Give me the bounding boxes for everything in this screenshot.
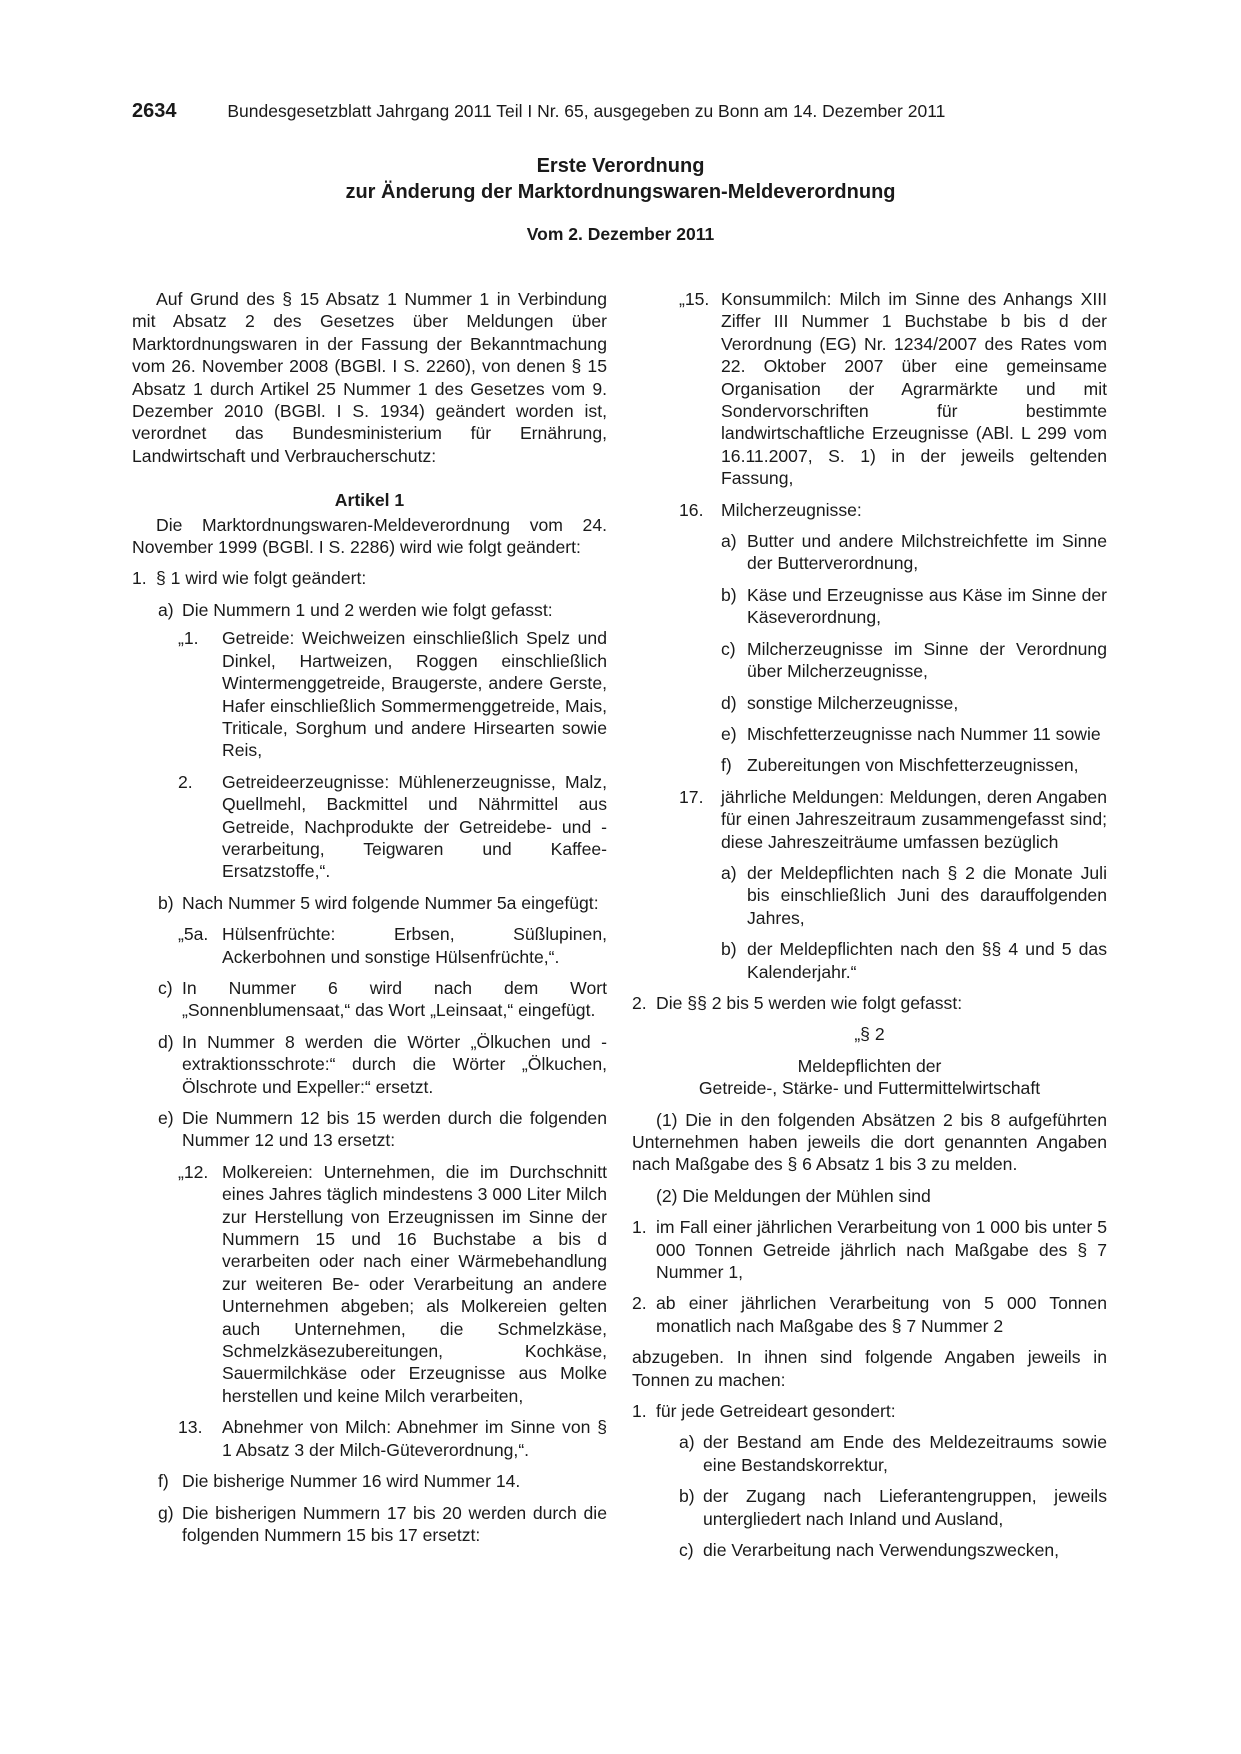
list-item — [132, 627, 607, 761]
article-intro: Die Marktordnungswaren-Meldeverordnung vom 24. November 1999 (BGBl. I S. 2286) wird wie folgt geändert: — [132, 514, 607, 558]
item-number: „12. — [178, 1161, 209, 1182]
item-text: die Verarbeitung nach Verwendungszwecken, — [703, 1540, 1060, 1561]
running-header — [132, 100, 1112, 123]
item-text: Milcherzeugnisse: — [721, 499, 862, 520]
item-letter: f) — [158, 1471, 169, 1492]
list-item — [132, 1161, 607, 1407]
item-text: Die Nummern 12 bis 15 werden durch die folgenden Nummer 12 und 13 ersetzt: — [182, 1108, 607, 1151]
list-item — [632, 288, 1107, 490]
item-letter: b) — [721, 584, 737, 605]
item-letter: g) — [158, 1502, 174, 1523]
list-item — [632, 1216, 1107, 1283]
list-item — [632, 992, 1107, 1014]
list-item — [632, 938, 1107, 983]
page-number: 2634 — [132, 100, 177, 122]
list-item — [132, 1107, 607, 1152]
right-column — [632, 288, 1107, 1562]
item-letter: c) — [158, 977, 173, 998]
preamble: Auf Grund des § 15 Absatz 1 Nummer 1 in Verbindung mit Absatz 2 des Gesetzes über Meldungen über Marktordnungswaren in der Fassung der Bekanntmachung vom 26. November 2008 (BGBl. I S. 2260), von denen § 15 Absatz 1 durch Artikel 25 Nummer 1 des Gesetzes vom 9. Dezember 2010 (BGBl. I S. 1934) geändert worden ist, verordnet das Bundesministerium für Ernährung, Landwirtschaft und Verbraucherschutz: — [132, 289, 607, 466]
list-item — [632, 530, 1107, 575]
left-column — [132, 288, 607, 1546]
item-letter: a) — [679, 1432, 695, 1453]
item-text: Käse und Erzeugnisse aus Käse im Sinne der Käseverordnung, — [747, 584, 1107, 628]
item-number: 2. — [632, 1293, 647, 1314]
item-letter: e) — [158, 1108, 174, 1128]
list-item — [632, 499, 1107, 521]
item-text: sonstige Milcherzeugnisse, — [747, 692, 959, 713]
list-item — [632, 862, 1107, 929]
item-text: Die Nummern 1 und 2 werden wie folgt gefasst: — [182, 599, 553, 620]
document-title — [0, 153, 1241, 205]
item-text: Konsummilch: Milch im Sinne des Anhangs XIII Ziffer III Nummer 1 Buchstabe b bis d der Verordnung (EG) Nr. 1234/2007 des Rates vom 22. Oktober 2007 über eine gemeinsame Organisation der Agrarmärkte und mit Sondervorschriften für bestimmte landwirtschaftliche Erzeugnisse (ABl. L 299 vom 16.11.2007, S. 1) in der jeweils geltenden Fassung, — [721, 289, 1107, 489]
item-number: „15. — [679, 289, 710, 309]
item-text: Die bisherigen Nummern 17 bis 20 werden durch die folgenden Nummern 15 bis 17 ersetzt: — [182, 1502, 607, 1545]
item-letter: b) — [158, 892, 174, 913]
item-letter: a) — [721, 531, 737, 552]
item-number: 2. — [178, 771, 193, 792]
item-letter: d) — [721, 692, 737, 713]
paragraph-sign: „§ 2 — [854, 1024, 885, 1045]
list-item — [132, 771, 607, 883]
item-text: In Nummer 8 werden die Wörter „Ölkuchen und -extraktionsschrote:“ durch die Wörter „Ölkuchen, Ölschrote und Expeller:“ ersetzt. — [182, 1031, 607, 1097]
list-item — [632, 1292, 1107, 1337]
item-text: Getreide: Weichweizen einschließlich Spelz und Dinkel, Hartweizen, Roggen einschließlich Wintermenggetreide, Braugerste, andere Gerste, Hafer einschließlich Sommermenggetreide, Mais, Triticale, Sorghum und andere Hirsearten sowie Reis, — [222, 628, 607, 761]
item-number: „5a. — [178, 924, 209, 945]
item-number: 1. — [132, 568, 147, 589]
item-letter: f) — [721, 755, 732, 776]
item-letter: c) — [679, 1540, 694, 1561]
item-number: 16. — [679, 499, 704, 520]
item-text: Zubereitungen von Mischfetterzeugnissen, — [747, 755, 1079, 776]
list-item — [632, 692, 1107, 714]
item-letter: c) — [721, 638, 736, 659]
list-item — [132, 1031, 607, 1098]
list-item — [632, 1431, 1107, 1476]
list-item — [132, 923, 607, 968]
list-item — [132, 1502, 607, 1547]
item-text: Getreideerzeugnisse: Mühlenerzeugnisse, Malz, Quellmehl, Backmittel und Nährmittel aus Getreide, Nachprodukte der Getreidebe- und -verarbeitung, Teigwaren und Kaffee-Ersatzstoffe,“. — [222, 771, 607, 882]
item-text: Butter und andere Milchstreichfette im Sinne der Butterverordnung, — [747, 531, 1107, 574]
list-item — [132, 1470, 607, 1492]
item-text: der Bestand am Ende des Meldezeitraums sowie eine Bestandskorrektur, — [703, 1432, 1107, 1475]
title-line-1: Erste Verordnung — [536, 155, 705, 177]
list-item — [132, 1416, 607, 1461]
document-date: Vom 2. Dezember 2011 — [526, 224, 715, 244]
item-letter: d) — [158, 1031, 174, 1052]
item-text: Abnehmer von Milch: Abnehmer im Sinne von § 1 Absatz 3 der Milch-Güteverordnung,“. — [222, 1417, 607, 1460]
item-text: ab einer jährlichen Verarbeitung von 5 000 Tonnen monatlich nach Maßgabe des § 7 Nummer 2 — [656, 1293, 1107, 1336]
list-item — [632, 754, 1107, 776]
item-letter: a) — [721, 862, 737, 883]
item-text: Die bisherige Nummer 16 wird Nummer 14. — [182, 1471, 521, 1492]
item-letter: e) — [721, 723, 737, 744]
absatz-2: (2) Die Meldungen der Mühlen sind — [656, 1185, 931, 1206]
item-letter: b) — [721, 939, 737, 960]
article-heading: Artikel 1 — [334, 490, 405, 511]
list-item — [632, 723, 1107, 745]
list-item — [632, 1539, 1107, 1561]
item-text: der Zugang nach Lieferantengruppen, jeweils untergliedert nach Inland und Ausland, — [703, 1486, 1107, 1529]
item-number: 13. — [178, 1417, 203, 1438]
item-text: Nach Nummer 5 wird folgende Nummer 5a eingefügt: — [182, 892, 599, 913]
title-line-2: zur Änderung der Marktordnungswaren-Meldeverordnung — [345, 181, 896, 203]
item-text: für jede Getreideart gesondert: — [656, 1401, 896, 1422]
item-number: „1. — [178, 628, 199, 649]
list-item — [632, 786, 1107, 853]
list-item — [632, 1485, 1107, 1530]
abzugeben-text: abzugeben. In ihnen sind folgende Angaben jeweils in Tonnen zu machen: — [632, 1347, 1107, 1390]
item-text: im Fall einer jährlichen Verarbeitung von 1 000 bis unter 5 000 Tonnen Getreide jährlich nach Maßgabe des § 7 Nummer 1, — [656, 1217, 1107, 1283]
item-text: der Meldepflichten nach § 2 die Monate Juli bis einschließlich Juni des darauffolgenden Jahres, — [747, 862, 1107, 928]
item-text: Milcherzeugnisse im Sinne der Verordnung über Milcherzeugnisse, — [747, 638, 1107, 682]
item-text: der Meldepflichten nach den §§ 4 und 5 das Kalenderjahr.“ — [747, 939, 1107, 982]
item-text: In Nummer 6 wird nach dem Wort „Sonnenblumensaat,“ das Wort „Leinsaat,“ eingefügt. — [182, 977, 607, 1021]
item-text: jährliche Meldungen: Meldungen, deren Angaben für einen Jahreszeitraum zusammengefasst sind; diese Jahreszeiträume umfassen bezüglich — [721, 786, 1107, 852]
item-text: § 1 wird wie folgt geändert: — [156, 568, 367, 589]
item-text: Mischfetterzeugnisse nach Nummer 11 sowie — [747, 723, 1101, 744]
item-number: 2. — [632, 992, 647, 1013]
list-item — [632, 584, 1107, 629]
absatz-1: (1) Die in den folgenden Absätzen 2 bis 8 aufgeführten Unternehmen haben jeweils die dort genannten Angaben nach Maßgabe des § 6 Absatz 1 bis 3 zu melden. — [632, 1109, 1107, 1175]
item-number: 1. — [632, 1217, 647, 1238]
item-text: Hülsenfrüchte: Erbsen, Süßlupinen, Ackerbohnen und sonstige Hülsenfrüchte,“. — [222, 924, 607, 967]
item-letter: a) — [158, 599, 174, 620]
paragraph-title-line-2: Getreide-, Stärke- und Futtermittelwirtschaft — [698, 1078, 1041, 1099]
list-item — [632, 1400, 1107, 1422]
list-item — [132, 977, 607, 1022]
list-item — [132, 567, 607, 589]
list-item — [632, 638, 1107, 683]
item-text: Molkereien: Unternehmen, die im Durchschnitt eines Jahres täglich mindestens 3 000 Liter Milch zur Herstellung von Erzeugnissen im Sinne der Nummern 15 und 16 Buchstabe a bis d verarbeiten oder nach einer Wärmebehandlung zur weiteren Be- oder Verarbeitung an andere Unternehmen abgeben; als Molkereien gelten auch Unternehmen, die Schmelzkäse, Schmelzkäsezubereitungen, Kochkäse, Sauermilchkäse oder Erzeugnisse aus Molke herstellen und keine Milch verarbeiten, — [222, 1161, 607, 1406]
paragraph-title-line-1: Meldepflichten der — [797, 1055, 942, 1076]
item-number: 17. — [679, 786, 704, 807]
list-item — [132, 599, 607, 621]
item-text: Die §§ 2 bis 5 werden wie folgt gefasst: — [656, 992, 963, 1013]
item-number: 1. — [632, 1401, 647, 1422]
gazette-title: Bundesgesetzblatt Jahrgang 2011 Teil I Nr. 65, ausgegeben zu Bonn am 14. Dezember 2011 — [227, 101, 946, 121]
item-letter: b) — [679, 1486, 695, 1507]
list-item — [132, 892, 607, 914]
